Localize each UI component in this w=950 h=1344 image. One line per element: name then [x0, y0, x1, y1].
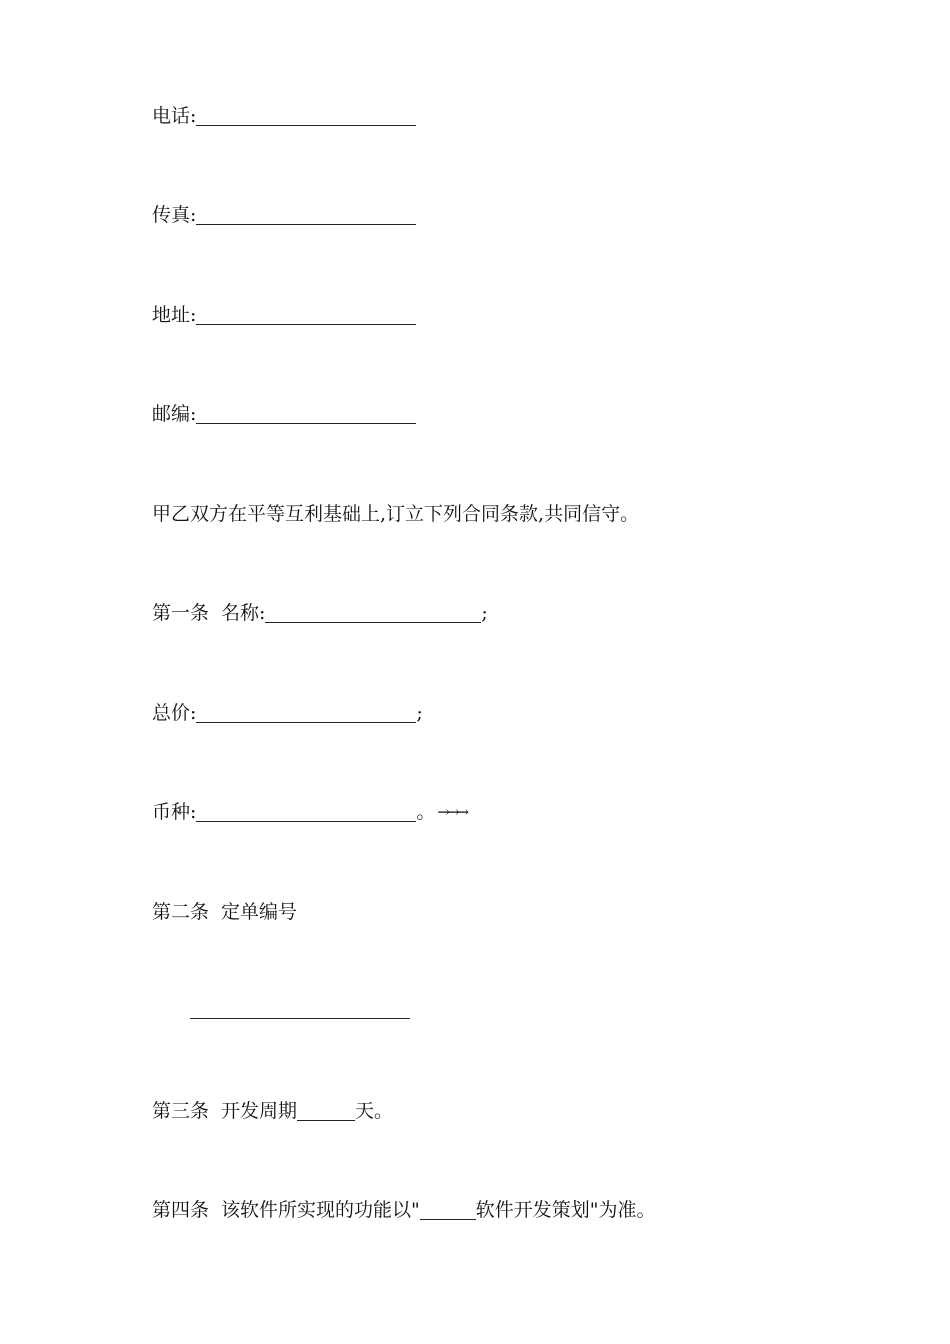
article2-line — [152, 900, 297, 924]
fax-label: 传真: — [152, 204, 197, 226]
name-label: 名称: — [221, 602, 266, 624]
article2-text: 定单编号 — [221, 901, 298, 923]
intro-paragraph — [152, 502, 639, 526]
period-blank[interactable] — [297, 1102, 355, 1121]
currency-end: 。 — [416, 801, 436, 823]
fax-blank[interactable] — [196, 206, 416, 225]
article4-heading: 第四条 — [152, 1199, 210, 1221]
name-blank[interactable] — [265, 604, 481, 623]
address-field — [152, 303, 416, 327]
software-name-blank[interactable] — [420, 1201, 476, 1220]
address-blank[interactable] — [196, 306, 416, 325]
postcode-field — [152, 402, 416, 426]
address-label: 地址: — [152, 304, 197, 326]
article3-text-before: 开发周期 — [221, 1100, 298, 1122]
article3-text-after: 天。 — [355, 1100, 394, 1122]
order-number-blank[interactable] — [190, 1018, 410, 1019]
fax-field — [152, 203, 416, 227]
arrow-icon: →→→ — [437, 803, 467, 821]
postcode-label: 邮编: — [152, 403, 197, 425]
phone-field — [152, 104, 416, 128]
article4-text-after: 软件开发策划"为准。 — [475, 1199, 656, 1221]
article4-text-before: 该软件所实现的功能以" — [221, 1199, 420, 1221]
article3-line — [152, 1099, 393, 1123]
total-label: 总价: — [152, 702, 197, 724]
currency-blank[interactable] — [196, 803, 416, 822]
postcode-blank[interactable] — [196, 405, 416, 424]
article1-name-line — [152, 601, 488, 625]
currency-label: 币种: — [152, 801, 197, 823]
total-end: ; — [416, 702, 423, 724]
intro-text: 甲乙双方在平等互利基础上,订立下列合同条款,共同信守。 — [152, 503, 640, 525]
name-end: ; — [481, 602, 488, 624]
article4-line — [152, 1198, 656, 1222]
article1-heading: 第一条 — [152, 602, 210, 624]
total-price-line — [152, 701, 423, 725]
article2-heading: 第二条 — [152, 901, 210, 923]
phone-blank[interactable] — [196, 107, 416, 126]
phone-label: 电话: — [152, 105, 197, 127]
total-blank[interactable] — [196, 704, 416, 723]
currency-line — [152, 800, 466, 824]
article3-heading: 第三条 — [152, 1100, 210, 1122]
